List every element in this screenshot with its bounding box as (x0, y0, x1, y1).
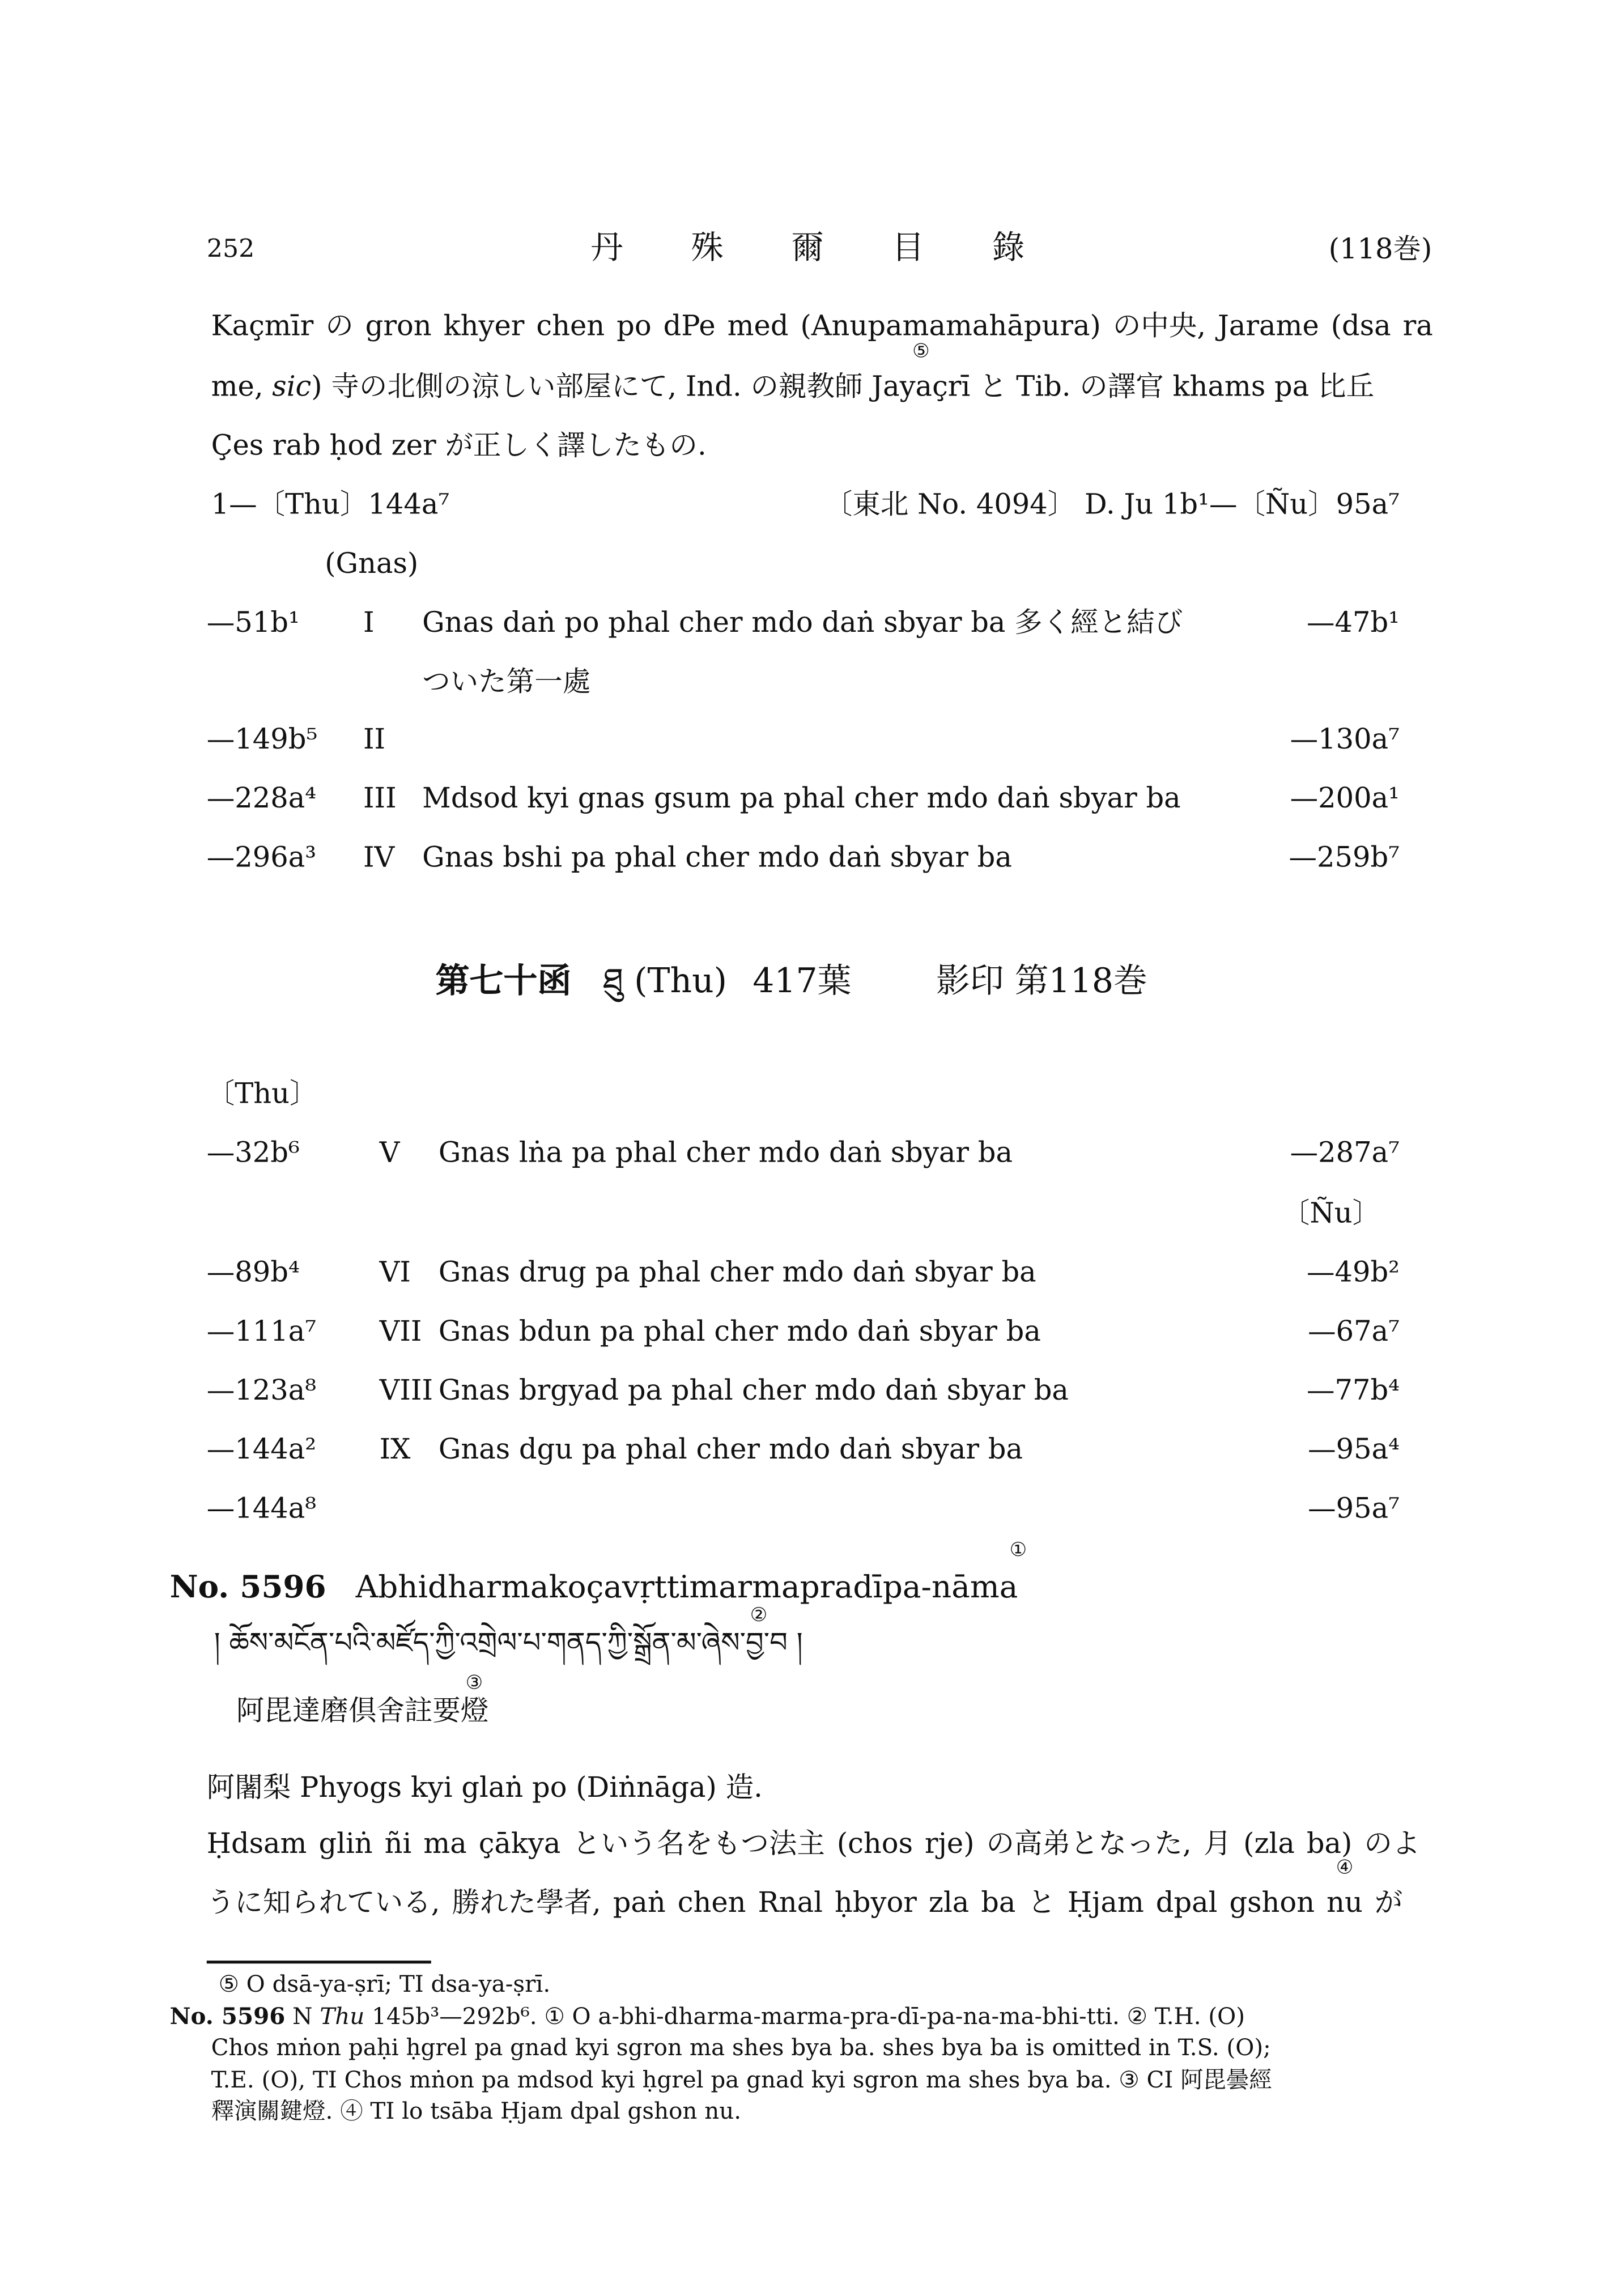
case-tibetan: ཐུ (602, 962, 624, 1001)
footnote-marker: ② (750, 1605, 768, 1627)
row-left-ref: —144a² (206, 1433, 317, 1466)
chinese-title (236, 1673, 489, 1728)
entry-para-1: Ḥdsam gliṅ ñi ma çākya という名をもつ法主 (chos rje) の高弟となった, 月 (zla ba) のよ (206, 1827, 1421, 1860)
footnote-5: ⑤ O dsā-ya-ṣrī; TI dsa-ya-ṣrī. (218, 1971, 551, 1998)
entry-title (355, 1540, 1027, 1605)
row-title: Gnas bshi pa phal cher mdo daṅ sbyar ba (422, 841, 1012, 874)
sic: sic (272, 370, 312, 403)
noted-word (871, 341, 971, 403)
row-numeral: V (379, 1137, 400, 1170)
row-right-ref: —49b² (1306, 1256, 1400, 1289)
noted-word (1327, 1857, 1363, 1920)
row-right-ref: —259b⁷ (1289, 841, 1400, 874)
text: 阿毘達磨倶舍註要燈 (236, 1695, 489, 1728)
row-numeral: VII (379, 1315, 422, 1348)
row-numeral: IX (379, 1433, 411, 1466)
row-right-ref: —47b¹ (1306, 606, 1400, 640)
row-right-ref: —200a¹ (1290, 782, 1400, 815)
row-right-ref: —95a⁴ (1308, 1433, 1400, 1466)
text: N (285, 2003, 320, 2030)
footnote-marker: ④ (1336, 1857, 1354, 1880)
row-numeral: II (363, 723, 386, 756)
text: Thu (320, 2003, 365, 2030)
text: うに知られている, 勝れた學者, paṅ chen Rnal ḥbyor zla ba と Ḥjam dpal gshon (206, 1886, 1327, 1920)
row-left-ref: —149b⁵ (206, 723, 318, 756)
text: No. 5596 (169, 2002, 286, 2030)
row-left-ref: —228a⁴ (206, 782, 317, 815)
footnote-marker: ① (1009, 1540, 1027, 1562)
row-title: Gnas drug pa phal cher mdo daṅ sbyar ba (438, 1256, 1036, 1289)
row-left-ref: —32b⁶ (206, 1137, 300, 1170)
intro-line-1: Kaçmīr の gron khyer chen po dPe med (Anupamamahāpura) の中央, Jarame (dsa ra (211, 310, 1433, 343)
row-left-ref: —51b¹ (206, 606, 300, 640)
row-numeral: VIII (379, 1374, 433, 1408)
case-roman: (Thu) (634, 962, 728, 1001)
row-left-ref: —123a⁸ (206, 1374, 317, 1408)
entry-number: No. 5596 (169, 1568, 326, 1605)
row-title: Gnas bdun pa phal cher mdo daṅ sbyar ba (438, 1315, 1041, 1348)
intro-line-2 (211, 341, 1374, 403)
row-title: Gnas lṅa pa phal cher mdo daṅ sbyar ba (438, 1137, 1013, 1170)
footnote-rule (207, 1961, 431, 1963)
row-numeral: III (363, 782, 397, 815)
row-title: Gnas daṅ po phal cher mdo daṅ sbyar ba 多く經と結び (422, 606, 1183, 640)
entry-para-2 (206, 1857, 1403, 1920)
row-left-ref: —296a³ (206, 841, 317, 874)
row-right-ref: —67a⁷ (1308, 1315, 1400, 1348)
page-number: 252 (206, 235, 255, 265)
ref-right: 〔東北 No. 4094〕 D. Ju 1b¹—〔Ñu〕95a⁷ (824, 488, 1400, 521)
row-title: Gnas dgu pa phal cher mdo daṅ sbyar ba (438, 1433, 1023, 1466)
author-line: 阿闍梨 Phyogs kyi glaṅ po (Diṅnāga) 造. (206, 1771, 763, 1804)
row-left-ref: —89b⁴ (206, 1256, 300, 1289)
row-right-ref: —95a⁷ (1308, 1493, 1400, 1525)
text: が (1362, 1886, 1403, 1920)
thu-label: 〔Thu〕 (206, 1078, 318, 1111)
row-left-ref: —111a⁷ (206, 1315, 317, 1348)
footnote-entry-line-3: T.E. (O), TI Chos mṅon pa mdsod kyi ḥgrel pa gnad kyi sgron ma shes bya ba. ③ CI 阿毘曇經 (211, 2067, 1272, 2094)
text: ། ཆོས་མངོན་པའི་མཛོད་ཀྱི་འགྲེལ་པ་གནད་ཀྱི་སྒྲོན་མ་ཞེས་བྱ་བ ། (214, 1627, 803, 1660)
footnote-entry-line-4: 釋演關鍵燈. ④ TI lo tsāba Ḥjam dpal gshon nu. (211, 2098, 742, 2125)
volume-label: (118巻) (1328, 233, 1432, 266)
case-facsimile: 影印 第118巻 (936, 962, 1148, 1001)
text: Jayaçrī (871, 370, 971, 403)
text: と Tib. の譯官 khams pa 比丘 (970, 370, 1374, 403)
row-right-ref: —130a⁷ (1290, 723, 1400, 756)
entry-heading (169, 1540, 1027, 1605)
case-leaves: 417葉 (753, 962, 852, 1001)
intro-line-3: Çes rab ḥod zer が正しく譯したもの. (211, 430, 707, 462)
row-numeral: VI (379, 1256, 411, 1289)
footnote-entry-line-2: Chos mṅon paḥi ḥgrel pa gnad kyi sgron ma shes bya ba. shes bya ba is omitted in T.S. (O); (211, 2034, 1271, 2061)
row-title-continued: ついた第一處 (422, 666, 591, 699)
row-left-ref: —144a⁸ (206, 1493, 317, 1525)
text: Abhidharmakoçavṛttimarmapradīpa-nāma (355, 1569, 1018, 1605)
nu-label: 〔Ñu〕 (1281, 1197, 1381, 1230)
row-right-ref: —287a⁷ (1290, 1137, 1400, 1170)
text: me, (211, 370, 273, 403)
tibetan-title (214, 1605, 803, 1660)
row-numeral: I (363, 606, 375, 640)
section-label: (Gnas) (325, 547, 419, 580)
footnote-marker: ③ (465, 1673, 483, 1695)
text: ) 寺の北側の涼しい部屋にて, Ind. の親教師 (311, 370, 872, 403)
row-title: Gnas brgyad pa phal cher mdo daṅ sbyar ba (438, 1374, 1069, 1408)
text: 145b³—292b⁶. ① O a-bhi-dharma-marma-pra-dī-pa-na-ma-bhi-tti. ② T.H. (O) (364, 2003, 1245, 2030)
text: nu (1327, 1886, 1363, 1920)
row-title: Mdsod kyi gnas gsum pa phal cher mdo daṅ sbyar ba (422, 782, 1181, 815)
footnote-marker: ⑤ (912, 341, 930, 363)
footnote-entry-line-1 (169, 2002, 1245, 2030)
row-right-ref: —77b⁴ (1306, 1374, 1400, 1408)
case-heading (435, 961, 1148, 1001)
case-number: 第七十函 (435, 961, 572, 1001)
row-numeral: IV (363, 841, 395, 874)
running-title: 丹 殊 爾 目 錄 (590, 230, 1043, 267)
ref-left: 1—〔Thu〕144a⁷ (211, 488, 450, 521)
